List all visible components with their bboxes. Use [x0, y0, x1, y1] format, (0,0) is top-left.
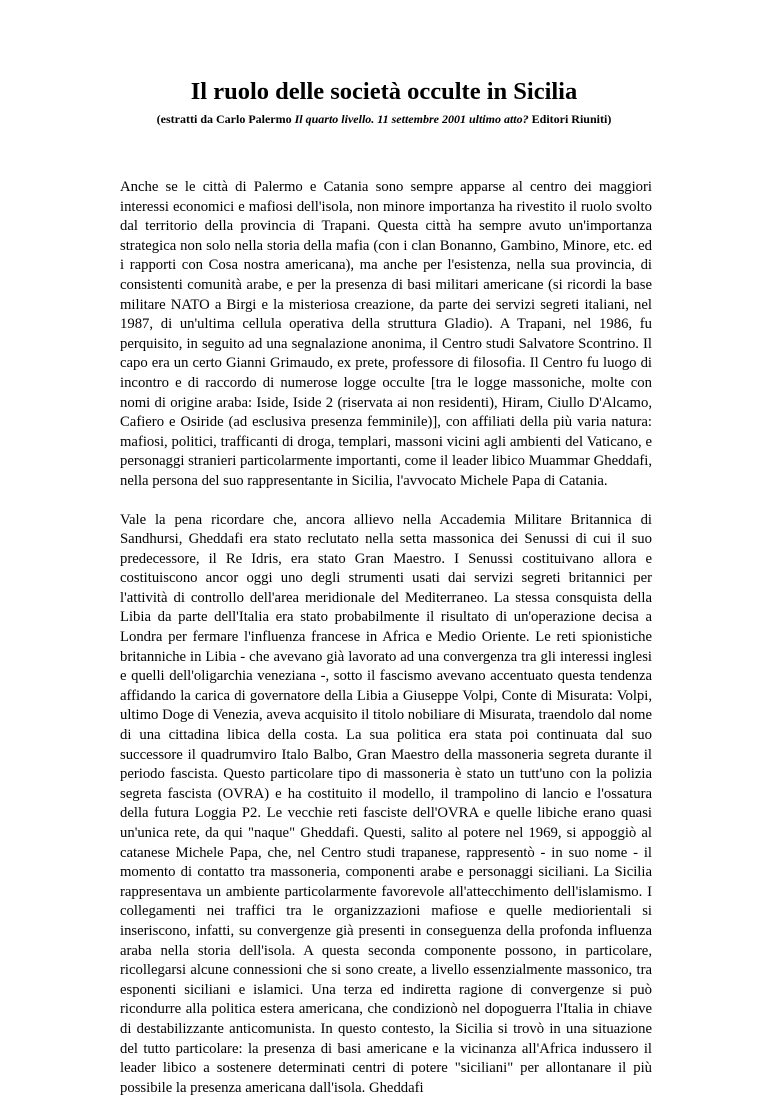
subtitle-prefix: (estratti da Carlo Palermo — [156, 112, 295, 126]
page-title: Il ruolo delle società occulte in Sicilia — [190, 78, 578, 105]
subtitle-book-title: Il quarto livello. 11 settembre 2001 ultimo atto? — [294, 112, 529, 126]
page-subtitle — [0, 112, 768, 127]
subtitle-suffix: Editori Riuniti) — [528, 112, 612, 126]
paragraph: Anche se le città di Palermo e Catania sono sempre apparse al centro dei maggiori interessi economici e mafiosi dell'isola, non minore importanza ha rivestito il ruolo svolto dal territorio della provincia di Trapani. Questa città ha sempre avuto un'importanza strategica non solo nella storia della mafia (con i clan Bonanno, Gambino, Minore, etc. ed i rapporti con Cosa nostra americana), ma anche per l'esistenza, nella sua provincia, di consistenti comunità arabe, e per la presenza di basi militari americane (si ricordi la base militare NATO a Birgi e la misteriosa creazione, da parte dei servizi segreti italiani, nel 1987, di un'ultima cellula operativa della struttura Gladio). A Trapani, nel 1986, fu perquisito, in seguito ad una segnalazione anonima, il Centro studi Salvatore Scontrino. Il capo era un certo Gianni Grimaudo, ex prete, professore di filosofia. Il Centro fu luogo di incontro e di raccordo di numerose logge occulte [tra le logge massoniche, molte con nomi di origine araba: Iside, Iside 2 (riservata ai non residenti), Hiram, Ciullo D'Alcamo, Cafiero e Osiride (ad esclusiva presenza femminile)], con affiliati della più varia natura: mafiosi, politici, trafficanti di droga, templari, massoni vicini agli ambienti del Vaticano, e personaggi stranieri particolarmente importanti, come il leader libico Muammar Gheddafi, nella persona del suo rappresentante in Sicilia, l'avvocato Michele Papa di Catania. — [120, 179, 652, 489]
paragraph: Vale la pena ricordare che, ancora allievo nella Accademia Militare Britannica di Sandhursi, Gheddafi era stato reclutato nella setta massonica dei Senussi di cui il suo predecessore, il Re Idris, era stato Gran Maestro. I Senussi costituivano allora e costituiscono ancor oggi uno degli strumenti usati dai servizi segreti britannici per l'attività di controllo dell'area meridionale del Mediterraneo. La stessa consquista della Libia da parte dell'Italia era stato probabilmente il risultato di un'operazione decisa a Londra per fermare l'influenza francese in Africa e Medio Oriente. Le reti spionistiche britanniche in Libia - che avevano già lavorato ad una convergenza tra gli interessi inglesi e quelli dell'oligarchia veneziana -, sotto il fascismo avevano accentuato questa tendenza affidando la carica di governatore della Libia a Giuseppe Volpi, Conte di Misurata: Volpi, ultimo Doge di Venezia, aveva acquisito il titolo nobiliare di Misurata, traendolo dal nome di una cittadina libica della costa. La sua politica era stata poi continuata dal suo successore il quadrumviro Italo Balbo, Gran Maestro della massoneria segreta durante il periodo fascista. Questo particolare tipo di massoneria è stato un tutt'uno con la polizia segreta fascista (OVRA) e ha costituito il modello, il trampolino di lancio e l'ossatura della futura Loggia P2. Le vecchie reti fasciste dell'OVRA e quelle libiche erano quasi un'unica rete, da qui "naque" Gheddafi. Questi, salito al potere nel 1969, si appoggiò al catanese Michele Papa, che, nel Centro studi trapanese, rappresentò - in suo nome - il momento di contatto tra massoneria, componenti arabe e personaggi siciliani. La Sicilia rappresentava un ambiente particolarmente favorevole all'attecchimento dell'islamismo. I collegamenti nei traffici tra le organizzazioni mafiose e quelle mediorientali si inseriscono, infatti, su convergenze già presenti in conseguenza della profonda influenza araba nella storia dell'isola. A questa seconda componente possono, in particolare, ricollegarsi alcune connessioni che si sono create, a livello essenzialmente massonico, tra esponenti siciliani e islamici. Una terza ed indiretta ragione di convergenze si può ricondurre alla politica estera americana, che condizionò nel dopoguerra l'Italia in chiave di destabilizzante anticomunista. In questo contesto, la Sicilia si trovò in una situazione del tutto particolare: la presenza di basi americane e la vicinanza all'Africa indussero il leader libico a sostenere determinati centri di potere "siciliani" per allontanare il più possibile la presenza americana dall'isola. Gheddafi — [120, 511, 652, 1096]
document-body — [120, 178, 652, 1117]
